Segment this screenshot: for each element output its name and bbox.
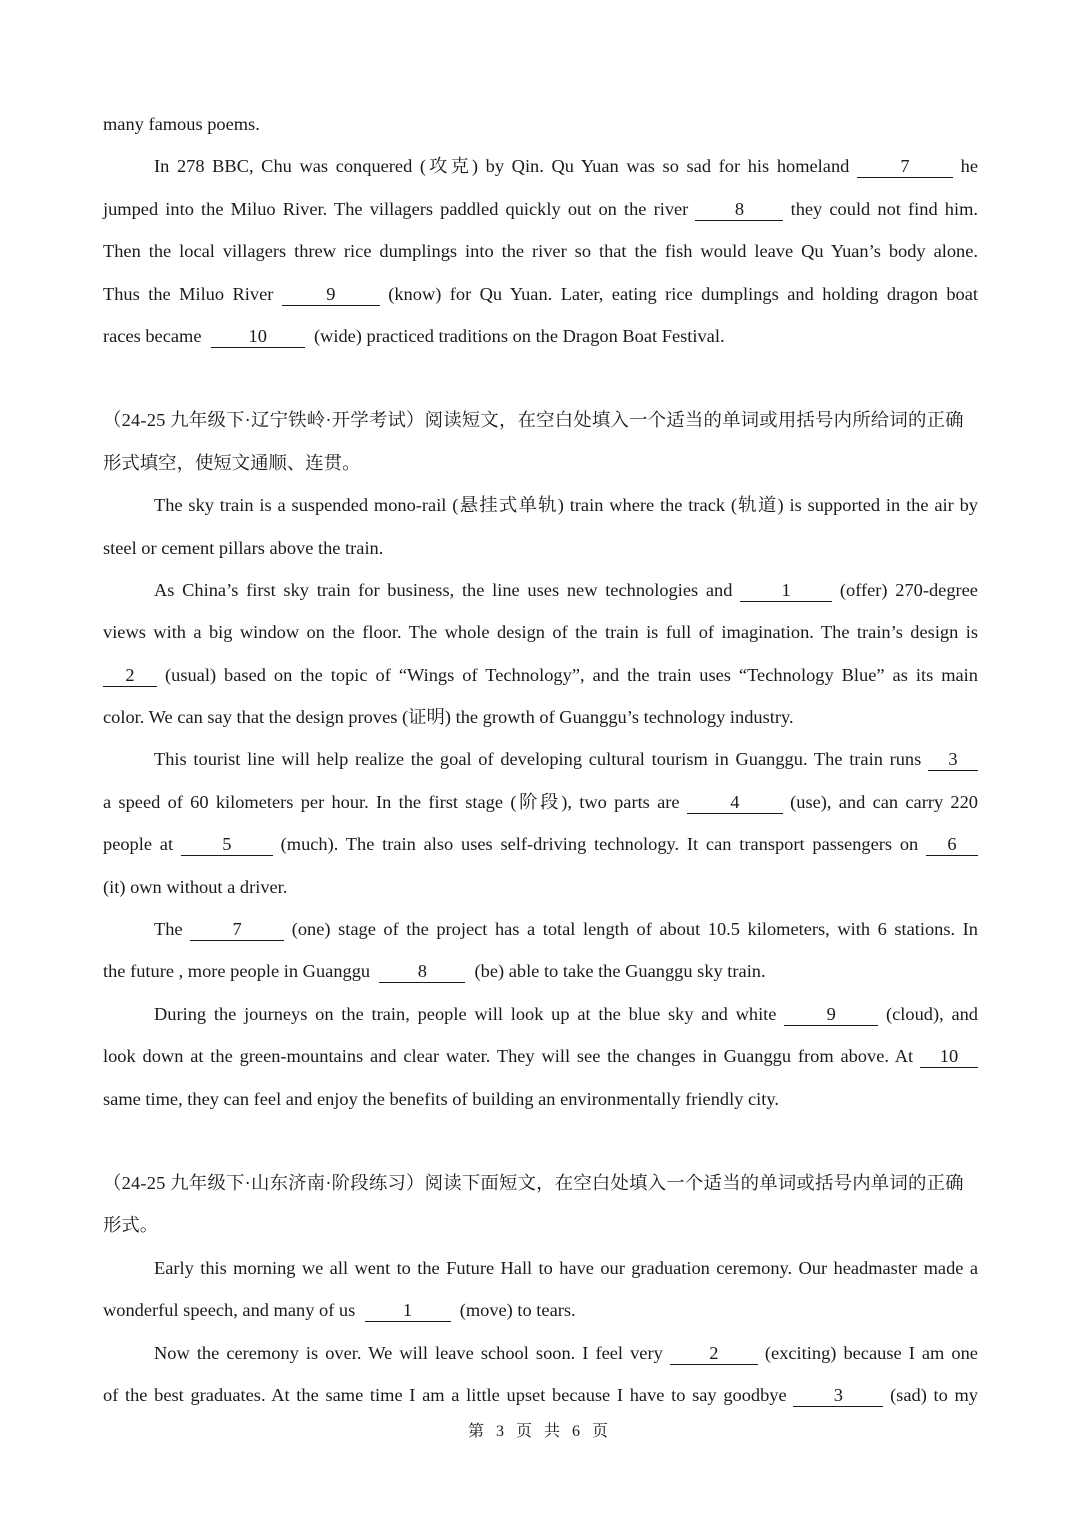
text-segment: they could not find him.	[790, 198, 978, 219]
text-segment: many famous poems.	[103, 114, 260, 134]
text-segment: The	[154, 919, 183, 940]
text-line	[103, 230, 978, 272]
text-line	[103, 1374, 978, 1416]
text-segment: Then the local villagers threw rice dumplings into the river so that the fish would leave Qu Yuan’s body alone.	[103, 241, 978, 262]
text-segment: Early this morning we all went to the Future Hall to have our graduation ceremony. Our headmaster made a	[154, 1257, 978, 1278]
text-line	[103, 145, 978, 187]
page-footer: 第 3 页 共 6 页	[467, 1423, 612, 1440]
answer-blank[interactable]: 1	[740, 580, 832, 602]
answer-blank[interactable]: 7	[857, 156, 953, 178]
passage-sky-train	[103, 399, 978, 1120]
text-segment: (be) able to take the Guanggu sky train.	[474, 961, 766, 982]
text-segment: As China’s first sky train for business, the line uses new technologies and	[154, 579, 733, 600]
text-segment: (offer) 270-degree	[839, 579, 978, 600]
text-segment: color. We can say that the design proves (证明) the growth of Guanggu’s technology industry.	[103, 707, 794, 728]
text-line	[103, 1289, 978, 1331]
text-segment: (one) stage of the project has a total length of about 10.5 kilometers, with 6 stations. In	[291, 919, 978, 940]
text-line	[103, 993, 978, 1035]
text-segment: look down at the green-mountains and clear water. They will see the changes in Guanggu from above. At	[103, 1046, 914, 1067]
text-line	[103, 738, 978, 780]
text-line	[103, 1332, 978, 1374]
section-gap	[103, 357, 978, 399]
text-segment: (sad) to my	[890, 1384, 979, 1405]
text-line	[103, 611, 978, 653]
text-segment: a speed of 60 kilometers per hour. In the first stage (阶段), two parts are	[103, 791, 680, 812]
text-segment: people at	[103, 834, 174, 855]
answer-blank[interactable]: 8	[695, 199, 783, 221]
text-segment: (know) for Qu Yuan. Later, eating rice dumplings and holding dragon boat	[388, 283, 978, 304]
text-segment: jumped into the Miluo River. The villagers paddled quickly out on the river	[103, 198, 689, 219]
text-line	[103, 527, 978, 569]
text-segment: wonderful speech, and many of us	[103, 1300, 356, 1321]
text-line	[103, 696, 978, 738]
text-segment: (it) own without a driver.	[103, 876, 288, 897]
passage-graduation	[103, 1162, 978, 1416]
answer-blank[interactable]: 10	[211, 326, 305, 348]
text-segment: steel or cement pillars above the train.	[103, 537, 384, 558]
text-line	[103, 950, 978, 992]
section-header: （24-25 九年级下·辽宁铁岭·开学考试）阅读短文，在空白处填入一个适当的单词或用括号内所给词的正确	[103, 410, 964, 431]
text-segment: the future , more people in Guanggu	[103, 961, 371, 982]
text-segment: (cloud), and	[885, 1003, 978, 1024]
text-segment: (move) to tears.	[459, 1300, 576, 1321]
text-line	[103, 1035, 978, 1077]
answer-blank[interactable]: 4	[687, 792, 783, 814]
answer-blank[interactable]: 2	[670, 1343, 758, 1365]
answer-blank[interactable]: 9	[282, 284, 380, 306]
text-line	[103, 188, 978, 230]
text-line	[103, 1078, 978, 1120]
text-segment: of the best graduates. At the same time I am a little upset because I have to say goodbye	[103, 1384, 787, 1405]
text-segment: same time, they can feel and enjoy the benefits of building an environmentally friendly city.	[103, 1088, 779, 1109]
text-line	[103, 866, 978, 908]
text-segment: (much). The train also uses self-driving technology. It can transport passengers on	[280, 834, 919, 855]
text-segment: The sky train is a suspended mono-rail (悬挂式单轨) train where the track (轨道) is supported in the air by	[154, 495, 978, 516]
text-line	[103, 1247, 978, 1289]
section-header: （24-25 九年级下·山东济南·阶段练习）阅读下面短文，在空白处填入一个适当的单词或括号内单词的正确	[103, 1172, 964, 1193]
text-segment: Now the ceremony is over. We will leave school soon. I feel very	[154, 1342, 663, 1363]
text-segment: During the journeys on the train, people will look up at the blue sky and white	[154, 1003, 777, 1024]
text-segment: (wide) practiced traditions on the Dragon Boat Festival.	[313, 325, 725, 346]
answer-blank[interactable]: 3	[928, 749, 978, 771]
text-line	[103, 654, 978, 696]
answer-blank[interactable]: 9	[784, 1004, 878, 1026]
text-line	[103, 781, 978, 823]
answer-blank[interactable]: 8	[379, 961, 465, 983]
text-line	[103, 569, 978, 611]
text-line	[103, 103, 978, 145]
text-segment: views with a big window on the floor. The whole design of the train is full of imagination. The train’s design is	[103, 622, 978, 643]
text-segment: In 278 BBC, Chu was conquered (攻克) by Qin. Qu Yuan was so sad for his homeland	[154, 156, 850, 177]
text-segment: (usual) based on the topic of “Wings of Technology”, and the train uses “Technology Blue” as its main	[165, 664, 978, 685]
answer-blank[interactable]: 1	[365, 1300, 451, 1322]
answer-blank[interactable]: 3	[793, 1385, 883, 1407]
section-gap	[103, 1120, 978, 1162]
answer-blank[interactable]: 6	[926, 834, 978, 856]
text-segment: (exciting) because I am one	[764, 1342, 978, 1363]
answer-blank[interactable]: 5	[181, 834, 273, 856]
text-segment: races became	[103, 325, 202, 346]
section-header: 形式填空，使短文通顺、连贯。	[103, 452, 361, 473]
text-segment: (use), and can carry 220	[790, 791, 978, 812]
document-page	[103, 103, 978, 1416]
text-segment: This tourist line will help realize the goal of developing cultural tourism in Guanggu. The train runs	[154, 749, 922, 770]
text-segment: Thus the Miluo River	[103, 283, 274, 304]
text-segment: he	[960, 156, 978, 177]
text-line	[103, 823, 978, 865]
section-header: 形式。	[103, 1215, 159, 1236]
answer-blank[interactable]: 2	[103, 665, 157, 687]
text-line	[103, 315, 978, 357]
answer-blank[interactable]: 7	[190, 919, 284, 941]
text-line	[103, 273, 978, 315]
passage-dragon-boat	[103, 103, 978, 357]
answer-blank[interactable]: 10	[920, 1046, 978, 1068]
text-line	[103, 908, 978, 950]
text-line	[103, 484, 978, 526]
